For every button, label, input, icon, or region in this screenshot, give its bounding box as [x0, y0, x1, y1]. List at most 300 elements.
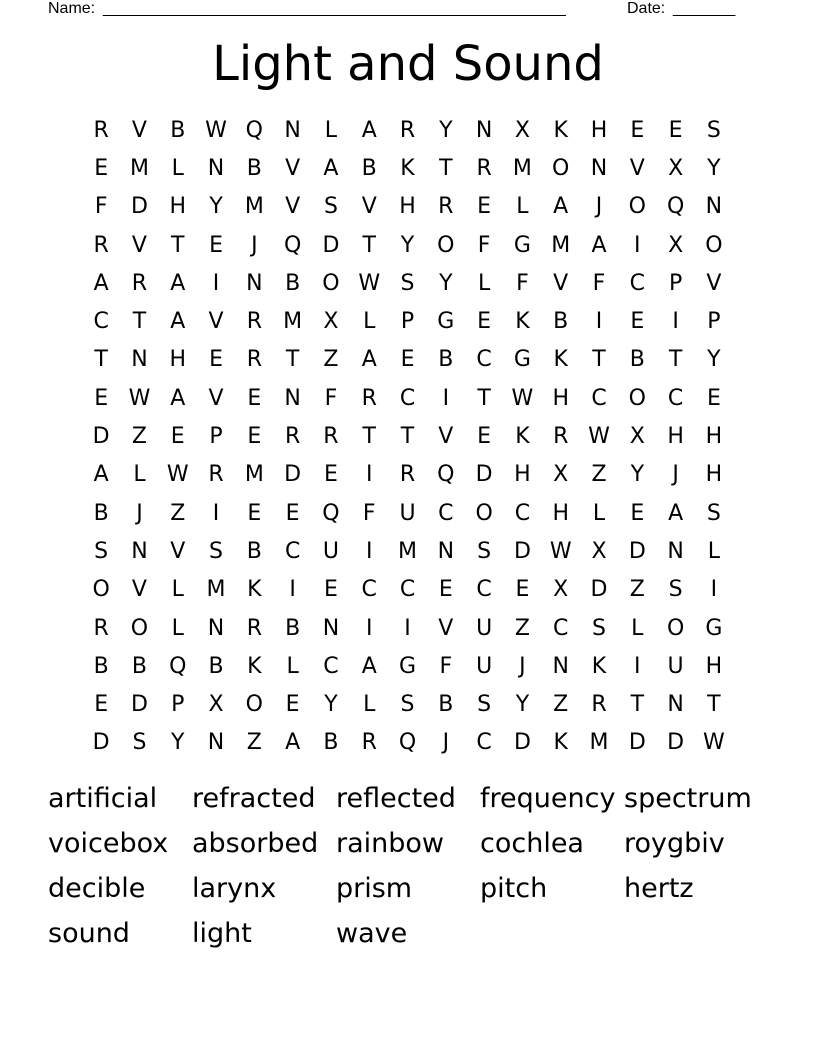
grid-letter[interactable]: A [93, 270, 109, 296]
grid-letter[interactable]: T [668, 347, 683, 373]
grid-letter[interactable]: L [363, 692, 376, 718]
grid-letter[interactable]: X [208, 692, 224, 718]
grid-letter[interactable]: C [399, 385, 416, 411]
grid-letter[interactable]: X [323, 309, 339, 335]
grid-letter[interactable]: L [171, 615, 184, 641]
grid-letter[interactable]: Q [437, 462, 455, 488]
grid-letter[interactable]: O [130, 615, 149, 641]
grid-letter[interactable]: L [477, 270, 491, 296]
grid-letter[interactable]: Y [324, 692, 338, 718]
word-list-item: cochlea [480, 828, 584, 859]
grid-letter[interactable]: F [324, 385, 338, 411]
grid-letter[interactable]: S [400, 270, 415, 296]
grid-letter[interactable]: T [285, 347, 300, 373]
grid-letter[interactable]: K [553, 730, 568, 756]
grid-letter[interactable]: H [590, 117, 608, 143]
grid-letter[interactable]: X [553, 577, 569, 603]
grid-letter[interactable]: U [322, 538, 339, 564]
grid-letter[interactable]: E [630, 309, 645, 335]
grid-letter[interactable]: L [324, 117, 338, 143]
grid-letter[interactable]: Q [398, 730, 417, 756]
grid-letter[interactable]: X [553, 462, 569, 488]
grid-letter[interactable]: M [206, 577, 226, 603]
grid-letter[interactable]: D [130, 692, 148, 718]
grid-letter[interactable]: E [247, 424, 262, 450]
grid-letter[interactable]: E [400, 347, 415, 373]
grid-letter[interactable]: Y [707, 347, 721, 373]
grid-letter[interactable]: Y [439, 117, 453, 143]
grid-letter[interactable]: M [589, 730, 609, 756]
grid-letter[interactable]: K [591, 653, 607, 679]
grid-letter[interactable]: C [361, 577, 377, 603]
grid-letter[interactable]: S [592, 615, 606, 641]
grid-letter[interactable]: M [512, 155, 532, 181]
grid-letter[interactable]: C [476, 577, 492, 603]
grid-letter[interactable]: U [476, 653, 493, 679]
grid-letter[interactable]: P [668, 270, 683, 296]
name-field-line[interactable]: ____________________________________________________ [103, 0, 566, 17]
grid-letter[interactable]: T [362, 424, 376, 450]
grid-letter[interactable]: J [442, 730, 450, 756]
grid-letter[interactable]: G [513, 347, 531, 373]
grid-letter[interactable]: N [705, 194, 723, 220]
grid-letter[interactable]: F [94, 194, 108, 220]
grid-letter[interactable]: S [132, 730, 147, 756]
grid-letter[interactable]: D [130, 194, 148, 220]
word-list-item: hertz [624, 873, 694, 904]
grid-letter[interactable]: N [131, 538, 148, 564]
grid-letter[interactable]: C [323, 653, 339, 679]
grid-letter[interactable]: V [438, 615, 454, 641]
grid-letter[interactable]: X [668, 232, 684, 258]
grid-letter[interactable]: O [628, 194, 646, 220]
grid-letter[interactable]: R [591, 692, 607, 718]
grid-letter[interactable]: D [513, 730, 531, 756]
grid-letter[interactable]: F [439, 653, 453, 679]
grid-letter[interactable]: T [362, 232, 376, 258]
grid-letter[interactable]: R [246, 309, 262, 335]
grid-letter[interactable]: V [438, 424, 454, 450]
grid-letter[interactable]: N [284, 385, 301, 411]
grid-letter[interactable]: Z [553, 692, 569, 718]
grid-letter[interactable]: N [667, 538, 684, 564]
grid-letter[interactable]: T [630, 692, 645, 718]
grid-letter[interactable]: E [209, 232, 223, 258]
grid-letter[interactable]: F [477, 232, 491, 258]
grid-letter[interactable]: R [93, 615, 109, 641]
grid-letter[interactable]: T [400, 424, 415, 450]
grid-letter[interactable]: R [323, 424, 339, 450]
grid-letter[interactable]: S [477, 538, 492, 564]
grid-letter[interactable]: M [283, 309, 303, 335]
grid-letter[interactable]: V [131, 232, 147, 258]
grid-letter[interactable]: S [94, 538, 109, 564]
grid-letter[interactable]: B [208, 653, 224, 679]
grid-letter[interactable]: S [209, 538, 224, 564]
grid-letter[interactable]: T [439, 155, 453, 181]
grid-letter[interactable]: R [131, 270, 148, 296]
grid-letter[interactable]: R [93, 232, 109, 258]
grid-letter[interactable]: N [667, 692, 684, 718]
grid-letter[interactable]: Z [323, 347, 339, 373]
grid-letter[interactable]: Z [629, 577, 645, 603]
grid-letter[interactable]: Z [246, 730, 262, 756]
grid-letter[interactable]: I [212, 270, 220, 296]
grid-letter[interactable]: I [365, 615, 373, 641]
grid-letter[interactable]: Y [630, 462, 645, 488]
grid-letter[interactable]: S [323, 194, 338, 220]
grid-letter[interactable]: B [93, 500, 109, 526]
grid-letter[interactable]: Z [591, 462, 607, 488]
grid-letter[interactable]: N [207, 615, 225, 641]
grid-letter[interactable]: R [208, 462, 224, 488]
grid-letter[interactable]: N [207, 155, 225, 181]
grid-letter[interactable]: N [207, 730, 225, 756]
grid-letter[interactable]: N [246, 270, 263, 296]
grid-letter[interactable]: G [513, 232, 531, 258]
grid-letter[interactable]: E [170, 424, 185, 450]
grid-letter[interactable]: C [476, 347, 492, 373]
grid-letter[interactable]: Y [515, 692, 530, 718]
grid-letter[interactable]: A [361, 347, 377, 373]
grid-letter[interactable]: A [591, 232, 607, 258]
grid-letter[interactable]: F [362, 500, 376, 526]
grid-letter[interactable]: B [629, 347, 645, 373]
grid-letter[interactable]: G [705, 615, 723, 641]
grid-letter[interactable]: D [322, 232, 340, 258]
grid-letter[interactable]: L [286, 653, 299, 679]
grid-letter[interactable]: R [361, 730, 377, 756]
grid-letter[interactable]: P [400, 309, 415, 335]
grid-letter[interactable]: E [438, 577, 453, 603]
grid-letter[interactable]: C [284, 538, 301, 564]
grid-letter[interactable]: Q [245, 117, 263, 143]
grid-letter[interactable]: H [552, 500, 569, 526]
grid-letter[interactable]: H [514, 462, 531, 488]
grid-letter[interactable]: Z [131, 424, 147, 450]
grid-letter[interactable]: A [285, 730, 301, 756]
grid-letter[interactable]: H [169, 347, 187, 373]
grid-letter[interactable]: B [246, 155, 262, 181]
grid-letter[interactable]: J [595, 194, 603, 220]
grid-letter[interactable]: I [672, 309, 679, 335]
grid-letter[interactable]: R [284, 424, 301, 450]
grid-letter[interactable]: S [477, 692, 492, 718]
grid-letter[interactable]: U [476, 615, 493, 641]
grid-letter[interactable]: A [93, 462, 109, 488]
grid-letter[interactable]: D [92, 730, 110, 756]
grid-letter[interactable]: E [247, 500, 262, 526]
grid-letter[interactable]: M [244, 194, 264, 220]
grid-letter[interactable]: Q [283, 232, 302, 258]
grid-letter[interactable]: W [588, 424, 610, 450]
grid-letter[interactable]: C [629, 270, 645, 296]
grid-letter[interactable]: F [592, 270, 606, 296]
grid-letter[interactable]: J [672, 462, 679, 488]
grid-letter[interactable]: L [363, 309, 376, 335]
grid-letter[interactable]: J [251, 232, 258, 258]
grid-letter[interactable]: Z [514, 615, 530, 641]
grid-letter[interactable]: W [205, 117, 227, 143]
grid-letter[interactable]: F [516, 270, 529, 296]
grid-letter[interactable]: I [289, 577, 296, 603]
grid-letter[interactable]: I [595, 309, 603, 335]
grid-letter[interactable]: A [361, 117, 377, 143]
grid-letter[interactable]: E [477, 309, 492, 335]
grid-letter[interactable]: E [515, 577, 530, 603]
grid-letter[interactable]: E [706, 385, 721, 411]
grid-letter[interactable]: J [519, 653, 526, 679]
grid-letter[interactable]: T [477, 385, 491, 411]
grid-letter[interactable]: E [668, 117, 683, 143]
grid-letter[interactable]: B [131, 653, 147, 679]
grid-letter[interactable]: P [171, 692, 185, 718]
grid-letter[interactable]: D [667, 730, 685, 756]
grid-letter[interactable]: V [208, 385, 224, 411]
grid-letter[interactable]: U [667, 653, 684, 679]
grid-letter[interactable]: S [400, 692, 415, 718]
grid-letter[interactable]: C [667, 385, 684, 411]
grid-letter[interactable]: H [169, 194, 187, 220]
grid-letter[interactable]: T [707, 692, 721, 718]
grid-letter[interactable]: V [553, 270, 569, 296]
grid-letter[interactable]: R [438, 194, 454, 220]
grid-letter[interactable]: Y [209, 194, 223, 220]
word-list-item: roygbiv [624, 828, 725, 859]
grid-letter[interactable]: A [323, 155, 339, 181]
grid-letter[interactable]: V [208, 309, 224, 335]
grid-letter[interactable]: Q [322, 500, 340, 526]
name-label: Name: [48, 0, 96, 17]
grid-letter[interactable]: B [438, 347, 454, 373]
grid-letter[interactable]: B [323, 730, 339, 756]
grid-letter[interactable]: B [246, 538, 262, 564]
grid-letter[interactable]: W [703, 730, 725, 756]
grid-letter[interactable]: E [209, 347, 223, 373]
grid-letter[interactable]: O [666, 615, 685, 641]
grid-letter[interactable]: Y [707, 155, 721, 181]
grid-letter[interactable]: E [630, 117, 645, 143]
grid-letter[interactable]: E [323, 462, 338, 488]
grid-letter[interactable]: A [668, 500, 684, 526]
grid-letter[interactable]: L [133, 462, 146, 488]
grid-letter[interactable]: D [590, 577, 608, 603]
grid-letter[interactable]: L [171, 577, 184, 603]
grid-letter[interactable]: K [553, 117, 568, 143]
grid-letter[interactable]: E [94, 692, 109, 718]
grid-letter[interactable]: O [475, 500, 493, 526]
grid-letter[interactable]: W [128, 385, 151, 411]
grid-letter[interactable]: L [171, 155, 184, 181]
grid-letter[interactable]: L [516, 194, 529, 220]
grid-letter[interactable]: M [244, 462, 264, 488]
word-list-item: light [192, 918, 252, 949]
grid-letter[interactable]: D [628, 538, 646, 564]
grid-letter[interactable]: A [361, 653, 377, 679]
grid-letter[interactable]: G [437, 309, 455, 335]
grid-letter[interactable]: A [170, 270, 186, 296]
grid-letter[interactable]: R [553, 424, 569, 450]
grid-letter[interactable]: M [398, 538, 418, 564]
grid-letter[interactable]: L [707, 538, 721, 564]
grid-letter[interactable]: Y [171, 730, 185, 756]
grid-letter[interactable]: D [628, 730, 646, 756]
grid-letter[interactable]: V [285, 194, 301, 220]
grid-letter[interactable]: K [515, 309, 530, 335]
grid-letter[interactable]: N [552, 653, 569, 679]
grid-letter[interactable]: X [591, 538, 607, 564]
grid-letter[interactable]: I [404, 615, 411, 641]
grid-letter[interactable]: O [628, 385, 646, 411]
grid-letter[interactable]: T [94, 347, 108, 373]
grid-letter[interactable]: W [166, 462, 189, 488]
word-list-item: frequency [480, 783, 616, 814]
grid-letter[interactable]: N [437, 538, 455, 564]
grid-letter[interactable]: A [170, 309, 186, 335]
grid-letter[interactable]: E [94, 385, 109, 411]
grid-letter[interactable]: R [246, 615, 262, 641]
grid-letter[interactable]: I [710, 577, 718, 603]
grid-letter[interactable]: B [285, 615, 301, 641]
grid-letter[interactable]: M [129, 155, 149, 181]
grid-letter[interactable]: K [515, 424, 530, 450]
grid-letter[interactable]: Y [400, 232, 415, 258]
grid-letter[interactable]: R [476, 155, 492, 181]
grid-letter[interactable]: E [630, 500, 645, 526]
grid-letter[interactable]: H [705, 462, 723, 488]
grid-letter[interactable]: R [399, 117, 416, 143]
grid-letter[interactable]: I [212, 500, 220, 526]
grid-letter[interactable]: V [285, 155, 301, 181]
grid-letter[interactable]: O [552, 155, 570, 181]
grid-letter[interactable]: L [592, 500, 606, 526]
grid-letter[interactable]: H [399, 194, 416, 220]
grid-letter[interactable]: E [323, 577, 338, 603]
grid-letter[interactable]: T [132, 309, 147, 335]
grid-letter[interactable]: V [131, 577, 147, 603]
grid-letter[interactable]: O [322, 270, 340, 296]
grid-letter[interactable]: B [361, 155, 377, 181]
grid-letter[interactable]: V [706, 270, 722, 296]
word-list-item: prism [336, 873, 413, 904]
grid-letter[interactable]: A [170, 385, 186, 411]
grid-letter[interactable]: S [668, 577, 683, 603]
grid-letter[interactable]: N [131, 347, 148, 373]
grid-letter[interactable]: R [399, 462, 416, 488]
grid-letter[interactable]: I [634, 653, 641, 679]
grid-letter[interactable]: I [634, 232, 641, 258]
grid-letter[interactable]: V [361, 194, 377, 220]
word-list-item: rainbow [336, 828, 444, 859]
grid-letter[interactable]: D [475, 462, 493, 488]
word-list-item: reflected [336, 783, 456, 814]
grid-letter[interactable]: E [477, 194, 492, 220]
grid-letter[interactable]: I [365, 462, 373, 488]
grid-letter[interactable]: B [438, 692, 454, 718]
grid-letter[interactable]: E [247, 385, 262, 411]
grid-letter[interactable]: C [553, 615, 569, 641]
grid-letter[interactable]: M [551, 232, 571, 258]
grid-letter[interactable]: W [549, 538, 572, 564]
grid-letter[interactable]: S [706, 117, 721, 143]
grid-letter[interactable]: B [93, 653, 109, 679]
grid-letter[interactable]: H [705, 424, 723, 450]
grid-letter[interactable]: K [400, 155, 415, 181]
grid-letter[interactable]: C [476, 730, 492, 756]
grid-letter[interactable]: G [398, 653, 417, 679]
grid-letter[interactable]: V [131, 117, 147, 143]
grid-letter[interactable]: C [399, 577, 416, 603]
grid-letter[interactable]: V [629, 155, 645, 181]
grid-letter[interactable]: H [667, 424, 684, 450]
grid-letter[interactable]: T [171, 232, 185, 258]
grid-letter[interactable]: C [514, 500, 531, 526]
grid-letter[interactable]: B [553, 309, 569, 335]
grid-letter[interactable]: O [245, 692, 263, 718]
grid-letter[interactable]: W [358, 270, 381, 296]
grid-letter[interactable]: E [477, 424, 492, 450]
grid-letter[interactable]: J [136, 500, 143, 526]
grid-letter[interactable]: E [94, 155, 109, 181]
grid-letter[interactable]: B [170, 117, 186, 143]
grid-letter[interactable]: R [93, 117, 109, 143]
grid-letter[interactable]: Q [666, 194, 685, 220]
grid-letter[interactable]: R [246, 347, 262, 373]
grid-letter[interactable]: X [668, 155, 684, 181]
grid-letter[interactable]: K [247, 577, 262, 603]
grid-letter[interactable]: E [285, 692, 300, 718]
grid-letter[interactable]: N [322, 615, 340, 641]
grid-letter[interactable]: I [442, 385, 450, 411]
grid-letter[interactable]: O [705, 232, 723, 258]
grid-letter[interactable]: V [170, 538, 186, 564]
grid-letter[interactable]: H [705, 653, 723, 679]
grid-letter[interactable]: E [285, 500, 300, 526]
grid-letter[interactable]: H [552, 385, 569, 411]
grid-letter[interactable]: C [438, 500, 454, 526]
grid-letter[interactable]: Z [170, 500, 186, 526]
grid-letter[interactable]: D [284, 462, 302, 488]
grid-letter[interactable]: O [92, 577, 110, 603]
grid-letter[interactable]: Q [169, 653, 187, 679]
grid-letter[interactable]: R [361, 385, 377, 411]
grid-letter[interactable]: X [514, 117, 530, 143]
grid-letter[interactable]: B [285, 270, 301, 296]
grid-letter[interactable]: O [437, 232, 455, 258]
grid-letter[interactable]: N [284, 117, 301, 143]
grid-letter[interactable]: T [592, 347, 606, 373]
grid-letter[interactable]: K [247, 653, 262, 679]
grid-letter[interactable]: N [590, 155, 608, 181]
grid-letter[interactable]: U [399, 500, 416, 526]
grid-letter[interactable]: S [706, 500, 721, 526]
date-field-line[interactable]: _______ [673, 0, 736, 17]
grid-letter[interactable]: W [511, 385, 534, 411]
grid-letter[interactable]: Y [439, 270, 453, 296]
grid-letter[interactable]: K [553, 347, 568, 373]
grid-letter[interactable]: L [631, 615, 644, 641]
grid-letter[interactable]: C [591, 385, 607, 411]
grid-letter[interactable]: D [513, 538, 531, 564]
grid-letter[interactable]: I [365, 538, 373, 564]
grid-letter[interactable]: A [553, 194, 569, 220]
grid-letter[interactable]: D [92, 424, 110, 450]
grid-letter[interactable]: P [209, 424, 223, 450]
grid-letter[interactable]: N [475, 117, 493, 143]
grid-letter[interactable]: C [93, 309, 109, 335]
grid-letter[interactable]: P [707, 309, 721, 335]
grid-letter[interactable]: X [629, 424, 645, 450]
